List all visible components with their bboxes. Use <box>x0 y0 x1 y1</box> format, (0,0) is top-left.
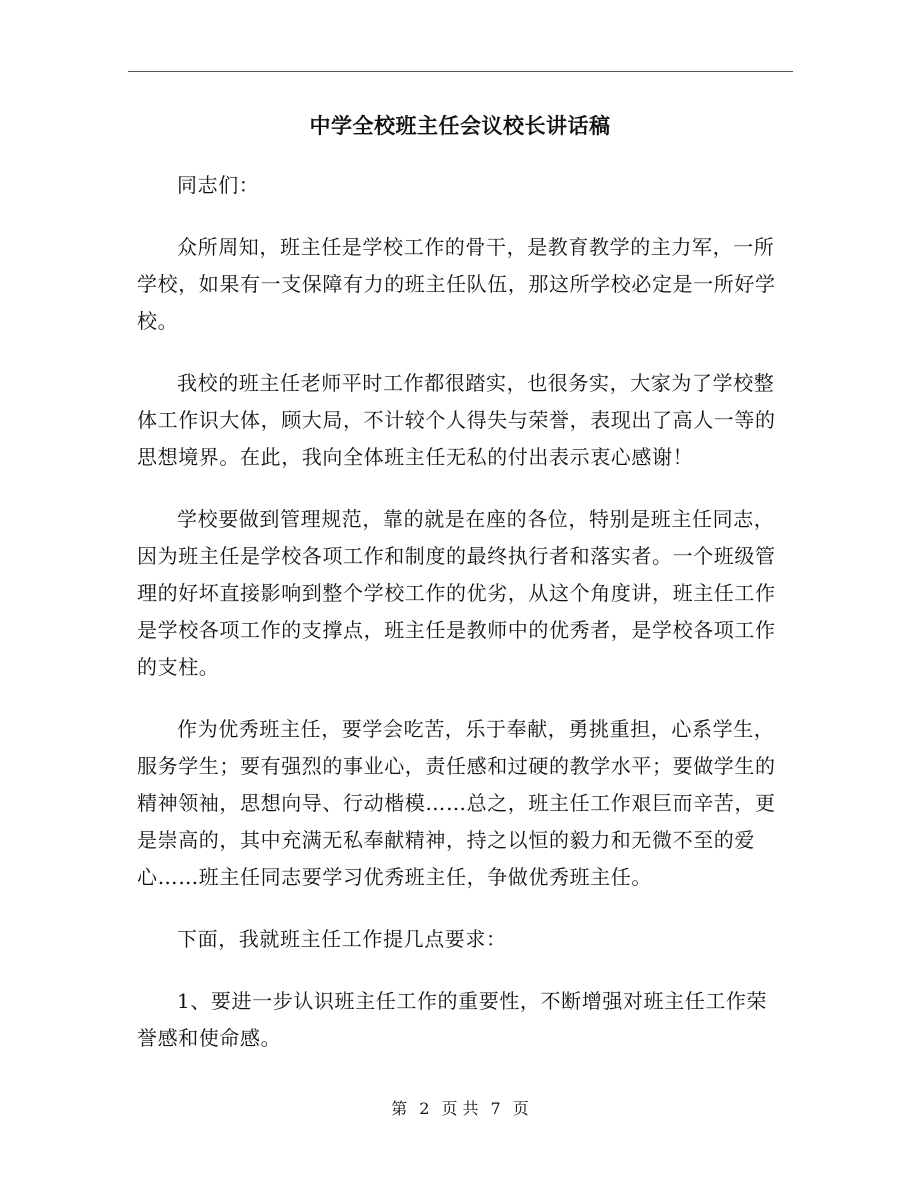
text-line: 是崇高的，其中充满无私奉献精神，持之以恒的毅力和无微不至的爱 <box>137 828 755 852</box>
text-line: 校。 <box>137 309 179 333</box>
text-line: 精神领袖，思想向导、行动楷模……总之，班主任工作艰巨而辛苦，更 <box>137 791 776 815</box>
document-title: 中学全校班主任会议校长讲话稿 <box>309 113 611 138</box>
paragraph-requirement-1 <box>137 983 805 1057</box>
text-line: 服务学生；要有强烈的事业心，责任感和过硬的教学水平；要做学生的 <box>137 754 776 778</box>
text-line: 体工作识大体，顾大局，不计较个人得失与荣誉，表现出了高人一等的 <box>137 408 776 432</box>
page-label-mid: 页 共 <box>441 1099 479 1118</box>
text-line: 我校的班主任老师平时工作都很踏实，也很务实，大家为了学校整 <box>177 371 775 395</box>
text-line: 作为优秀班主任，要学会吃苦，乐于奉献，勇挑重担，心系学生， <box>177 717 775 741</box>
text-line: 是学校各项工作的支撑点，班主任是教师中的优秀者，是学校各项工作 <box>137 618 776 642</box>
total-page-count: 7 <box>490 1099 501 1118</box>
page-number-footer <box>0 1099 920 1119</box>
page-label-prefix: 第 <box>391 1099 408 1118</box>
text-line: 学校要做到管理规范，靠的就是在座的各位，特别是班主任同志， <box>177 507 775 531</box>
header-rule <box>128 71 793 72</box>
text-line: 学校，如果有一支保障有力的班主任队伍，那这所学校必定是一所好学 <box>137 272 776 296</box>
paragraph <box>137 711 805 896</box>
current-page-number: 2 <box>419 1099 430 1118</box>
paragraph <box>137 501 805 686</box>
text-line: 誉感和使命感。 <box>137 1026 282 1050</box>
text-line: 的支柱。 <box>137 655 220 679</box>
text-line: 同志们： <box>177 173 260 197</box>
text-line: 心……班主任同志要学习优秀班主任，争做优秀班主任。 <box>137 865 652 889</box>
text-line: 1、要进一步认识班主任工作的重要性，不断增强对班主任工作荣 <box>177 989 768 1013</box>
text-line: 下面，我就班主任工作提几点要求： <box>177 927 507 951</box>
paragraph-greeting <box>137 167 805 204</box>
paragraph <box>137 229 805 340</box>
text-line: 理的好坏直接影响到整个学校工作的优劣，从这个角度讲，班主任工作 <box>137 581 776 605</box>
text-line: 众所周知，班主任是学校工作的骨干，是教育教学的主力军，一所 <box>177 235 775 259</box>
paragraph <box>137 365 805 476</box>
page-label-suffix: 页 <box>512 1099 529 1118</box>
paragraph <box>137 921 805 958</box>
document-body <box>137 167 805 1057</box>
text-line: 思想境界。在此，我向全体班主任无私的付出表示衷心感谢！ <box>137 445 694 469</box>
text-line: 因为班主任是学校各项工作和制度的最终执行者和落实者。一个班级管 <box>137 544 776 568</box>
